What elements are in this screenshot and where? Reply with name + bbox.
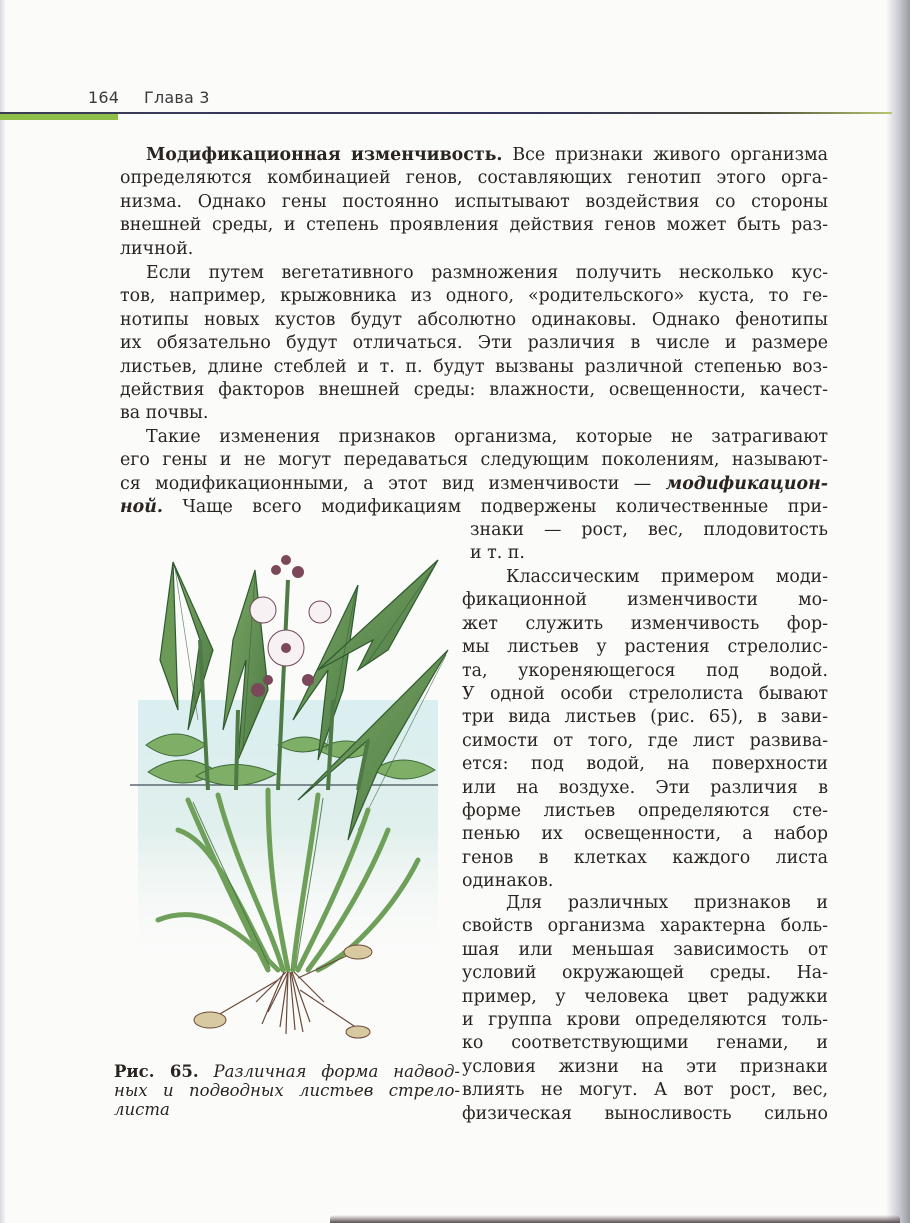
text-line: Такие изменения признаков организма, которые не затрагивают [146, 427, 828, 447]
text-line: пенью их освещенности, а набор [462, 824, 828, 845]
figure-caption [114, 1062, 460, 1119]
text-line: влиять не могут. А вот рост, вес, [462, 1080, 828, 1101]
text-line: ется: под водой, на поверхности [462, 754, 828, 775]
figure-label: Рис. 65. [114, 1062, 199, 1081]
text-line: Классическим примером моди- [506, 567, 828, 587]
text-line: низма. Однако гены постоянно испытывают воздействия со стороны [120, 191, 828, 212]
text-line: их обязательно будут отличаться. Эти различия в числе и размере [120, 333, 828, 354]
text-line: форме листьев определяются сте- [462, 801, 828, 822]
paragraph-definition-continued [470, 519, 828, 566]
page-spine-shadow [886, 0, 910, 1223]
text-line: жет служить изменчивость фор- [462, 613, 828, 634]
text-line: та, укореняющегося под водой. [462, 660, 828, 681]
caption-line: листа [114, 1100, 170, 1119]
text-line: условия жизни на эти признаки [462, 1056, 828, 1077]
text-line: и группа крови определяются толь- [462, 1010, 828, 1031]
text-line: шая или меньшая зависимость от [462, 939, 828, 960]
text-line: его гены и не могут передаваться следующим поколениям, называют- [120, 450, 828, 471]
text-line: мы листьев у растения стрелолис- [462, 637, 828, 658]
text-line: Если путем вегетативного размножения получить несколько кус- [146, 263, 828, 283]
text-line: тов, например, крыжовника из одного, «родительского» куста, то ге- [120, 286, 828, 307]
text-line: генов в клетках каждого листа [462, 847, 828, 868]
text-line: пример, у человека цвет радужки [462, 986, 828, 1007]
paragraph-environment-dependence [462, 892, 828, 1126]
text-line: фикационной изменчивости мо- [462, 590, 828, 611]
text-line: одинаков. [462, 871, 554, 892]
text-line: ной. Чаще всего модификациям подвержены количественные при- [120, 497, 828, 518]
text-line: ко соответствующими генами, и [462, 1033, 828, 1054]
text-line: Модификационная изменчивость. Все признаки живого организма [146, 145, 829, 165]
text-line: действия факторов внешней среды: влажности, освещенности, качест- [120, 380, 828, 401]
text-line: личной. [120, 238, 194, 259]
text-line: листьев, длине стеблей и т. п. будут вызваны различной степенью воз- [120, 356, 828, 377]
paragraph-modification-variability [120, 144, 829, 261]
page-bottom-edge [330, 1215, 900, 1223]
text-line: симости от того, где лист развива- [462, 730, 828, 751]
term-emphasis: ной. [120, 497, 163, 518]
header-rule [0, 112, 892, 114]
text-line: ся модификационными, а этот вид изменчивости — модификацион- [120, 473, 828, 494]
running-header [88, 88, 210, 107]
text-line: и т. п. [470, 543, 525, 564]
text-line: ва почвы. [120, 403, 209, 424]
caption-line: Рис. 65. Различная форма надвод- [114, 1062, 460, 1081]
text-line: Для различных признаков и [506, 893, 828, 913]
chapter-title: Глава 3 [144, 88, 210, 107]
text-line: условий окружающей среды. На- [462, 963, 828, 984]
text-line: три вида листьев (рис. 65), в зави- [462, 707, 828, 728]
header-accent-bar [0, 114, 118, 120]
term-heading: Модификационная изменчивость. [146, 145, 503, 165]
text-line: нотипы новых кустов будут абсолютно одинаковы. Однако фенотипы [120, 309, 828, 330]
text-line: внешней среды, и степень проявления действия генов может быть раз- [120, 215, 828, 236]
paragraph-gooseberry-example [120, 262, 828, 426]
paragraph-arrowhead-example [462, 566, 828, 894]
text-line: физическая выносливость сильно [462, 1103, 828, 1124]
text-line: У одной особи стрелолиста бывают [462, 684, 828, 705]
page-left-edge-shadow [0, 0, 6, 1223]
term-emphasis: модификацион- [665, 473, 828, 494]
text-line: знаки — рост, вес, плодовитость [470, 520, 828, 540]
text-line: или на воздухе. Эти различия в [462, 777, 828, 798]
text-line: определяются комбинацией генов, составляющих генотип этого орга- [120, 168, 828, 189]
text-line: свойств организма характерна боль- [462, 916, 828, 937]
paragraph-definition [120, 426, 828, 520]
caption-line: ных и подводных листьев стрело- [114, 1081, 460, 1100]
arrowhead-plant-illustration [118, 540, 458, 1045]
page-number: 164 [88, 88, 120, 107]
